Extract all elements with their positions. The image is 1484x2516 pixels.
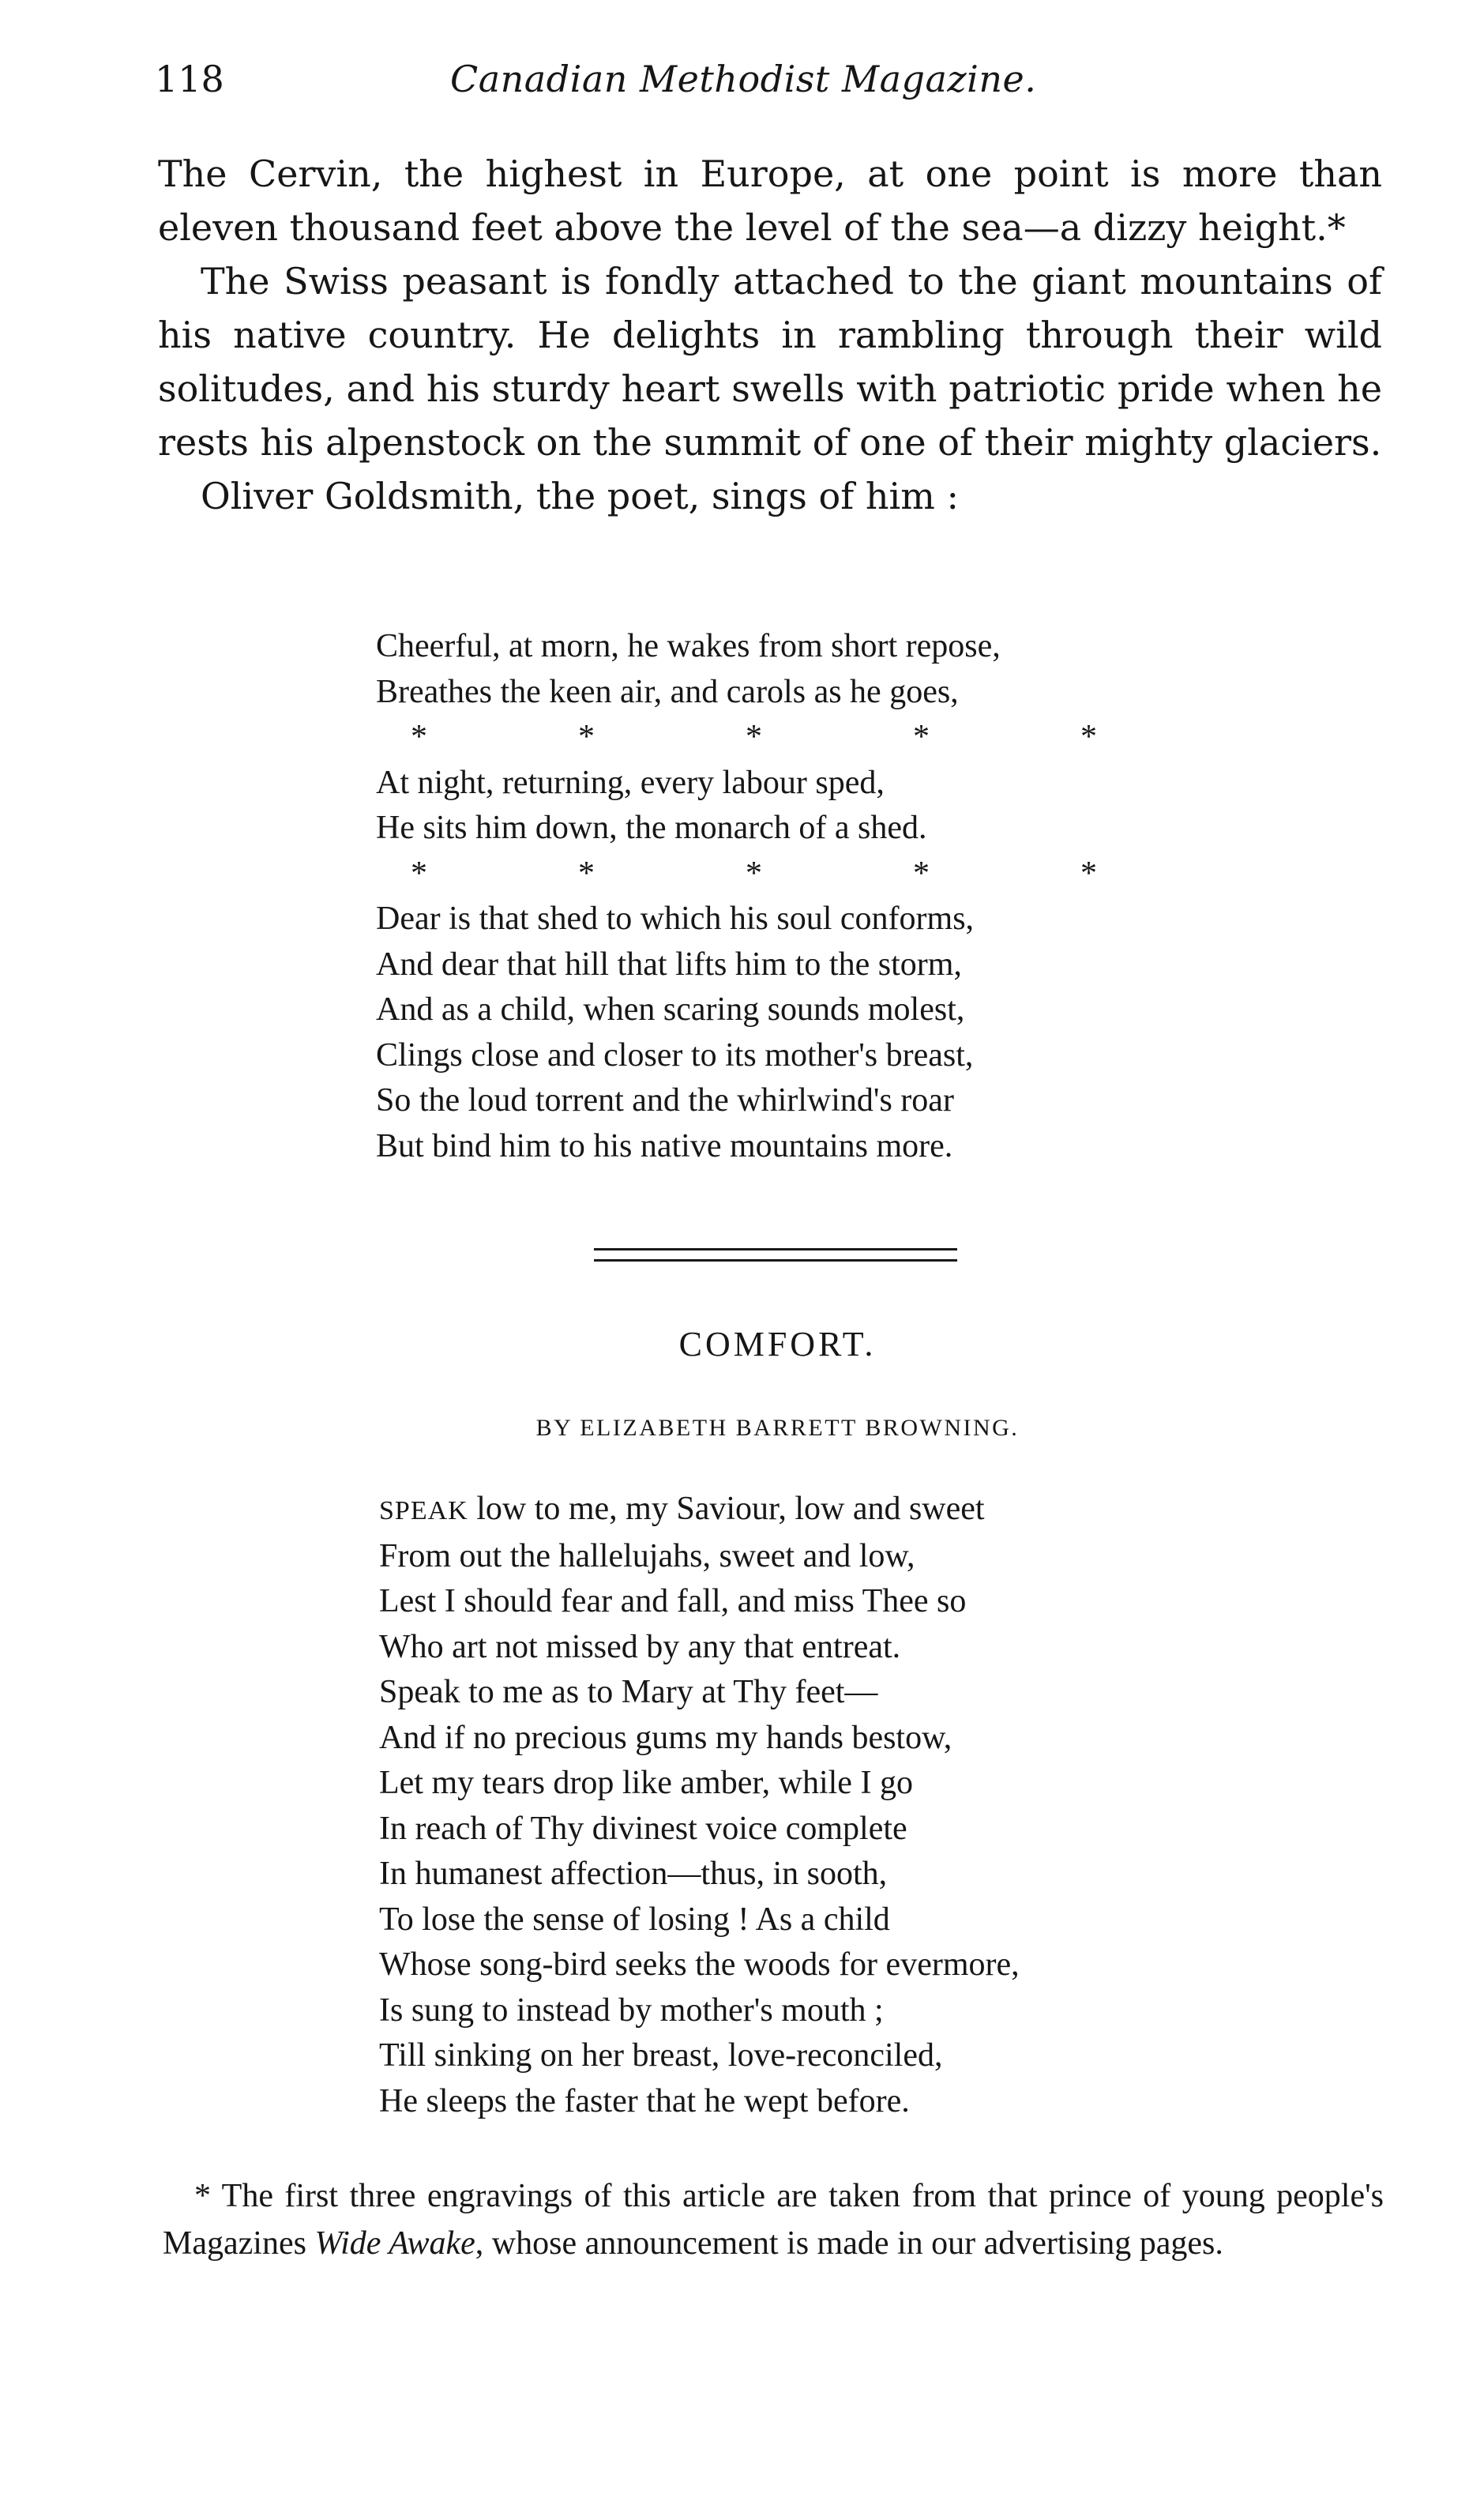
ellipsis-stars — [376, 852, 1248, 897]
star-mark: * — [1080, 855, 1097, 892]
prose-paragraph: The Swiss peasant is fondly attached to the giant mountains of his native country. He delights in rambling through their wild solitudes, and his sturdy heart swells with patriotic pride when he rests his alpenstock on the summit of one of their mighty glaciers. — [158, 260, 1382, 464]
prose-paragraph: The Cervin, the highest in Europe, at one point is more than eleven thousand feet above the level of the sea—a dizzy height.* — [158, 152, 1382, 249]
section-divider-rule — [594, 1259, 957, 1262]
poem-line: He sleeps the faster that he wept before. — [379, 2082, 910, 2119]
verse-line: Clings close and closer to its mother's breast, — [376, 1036, 974, 1074]
poem-line: Speak to me as to Mary at Thy feet— — [379, 1674, 878, 1710]
star-mark: * — [411, 719, 427, 755]
poem-line: In humanest affection—thus, in sooth, — [379, 1856, 888, 1892]
poem-line: In reach of Thy divinest voice complete — [379, 1810, 907, 1847]
poem-first-line-rest: low to me, my Saviour, low and sweet — [468, 1491, 985, 1527]
running-title: Canadian Methodist Magazine. — [450, 58, 1037, 100]
verse-line: Breathes the keen air, and carols as he goes, — [376, 673, 959, 710]
section-divider-rule — [594, 1248, 957, 1250]
ellipsis-stars — [376, 715, 1248, 761]
poem-line: And if no precious gums my hands bestow, — [379, 1719, 952, 1756]
verse-line: Dear is that shed to which his soul conforms, — [376, 901, 975, 937]
verse-line: But bind him to his native mountains more. — [376, 1127, 953, 1164]
star-mark: * — [578, 719, 595, 755]
poem-title: COMFORT. — [678, 1325, 877, 1363]
footnote — [163, 2172, 1384, 2267]
poem-line: To lose the sense of losing ! As a child — [379, 1901, 890, 1938]
poem-line: Let my tears drop like amber, while I go — [379, 1765, 913, 1801]
verse-line: So the loud torrent and the whirlwind's roar — [376, 1082, 954, 1119]
footnote-text — [163, 2172, 1384, 2267]
footnote-magazine-title: Wide Awake — [314, 2225, 475, 2262]
verse-line: And as a child, when scaring sounds molest, — [376, 991, 965, 1028]
verse-line: Cheerful, at morn, he wakes from short repose, — [376, 628, 1001, 664]
star-mark: * — [746, 855, 762, 892]
article-prose — [158, 147, 1382, 523]
star-mark: * — [913, 855, 930, 892]
poem-line: Who art not missed by any that entreat. — [379, 1628, 901, 1665]
star-mark: * — [1080, 719, 1097, 755]
poem-line: Till sinking on her breast, love-reconciled, — [379, 2037, 943, 2074]
verse-line: At night, returning, every labour sped, — [376, 764, 885, 801]
star-mark: * — [746, 719, 762, 755]
star-mark: * — [578, 855, 595, 892]
poem-line — [379, 1487, 1020, 1534]
poem-line: From out the hallelujahs, sweet and low, — [379, 1537, 915, 1574]
prose-paragraph: Oliver Goldsmith, the poet, sings of him : — [201, 475, 959, 517]
star-mark: * — [411, 855, 427, 892]
goldsmith-verse — [376, 624, 1248, 1169]
footnote-text-start: * The first three engravings of this article are taken from that prince of young people's Magazines — [163, 2178, 1384, 2262]
poem-line: Whose song-bird seeks the woods for evermore, — [379, 1946, 1020, 1983]
poem-first-word: SPEAK — [379, 1496, 468, 1525]
star-mark: * — [913, 719, 930, 755]
page-number: 118 — [155, 58, 224, 100]
poem-line: Is sung to instead by mother's mouth ; — [379, 1991, 884, 2029]
verse-line: He sits him down, the monarch of a shed. — [376, 810, 927, 846]
footnote-text-end: , whose announcement is made in our advertising pages. — [475, 2225, 1223, 2262]
poem-byline: BY ELIZABETH BARRETT BROWNING. — [535, 1415, 1020, 1441]
poem-line: Lest I should fear and fall, and miss Thee so — [379, 1583, 967, 1619]
comfort-poem — [379, 1487, 1020, 2124]
verse-line: And dear that hill that lifts him to the storm, — [376, 946, 962, 983]
